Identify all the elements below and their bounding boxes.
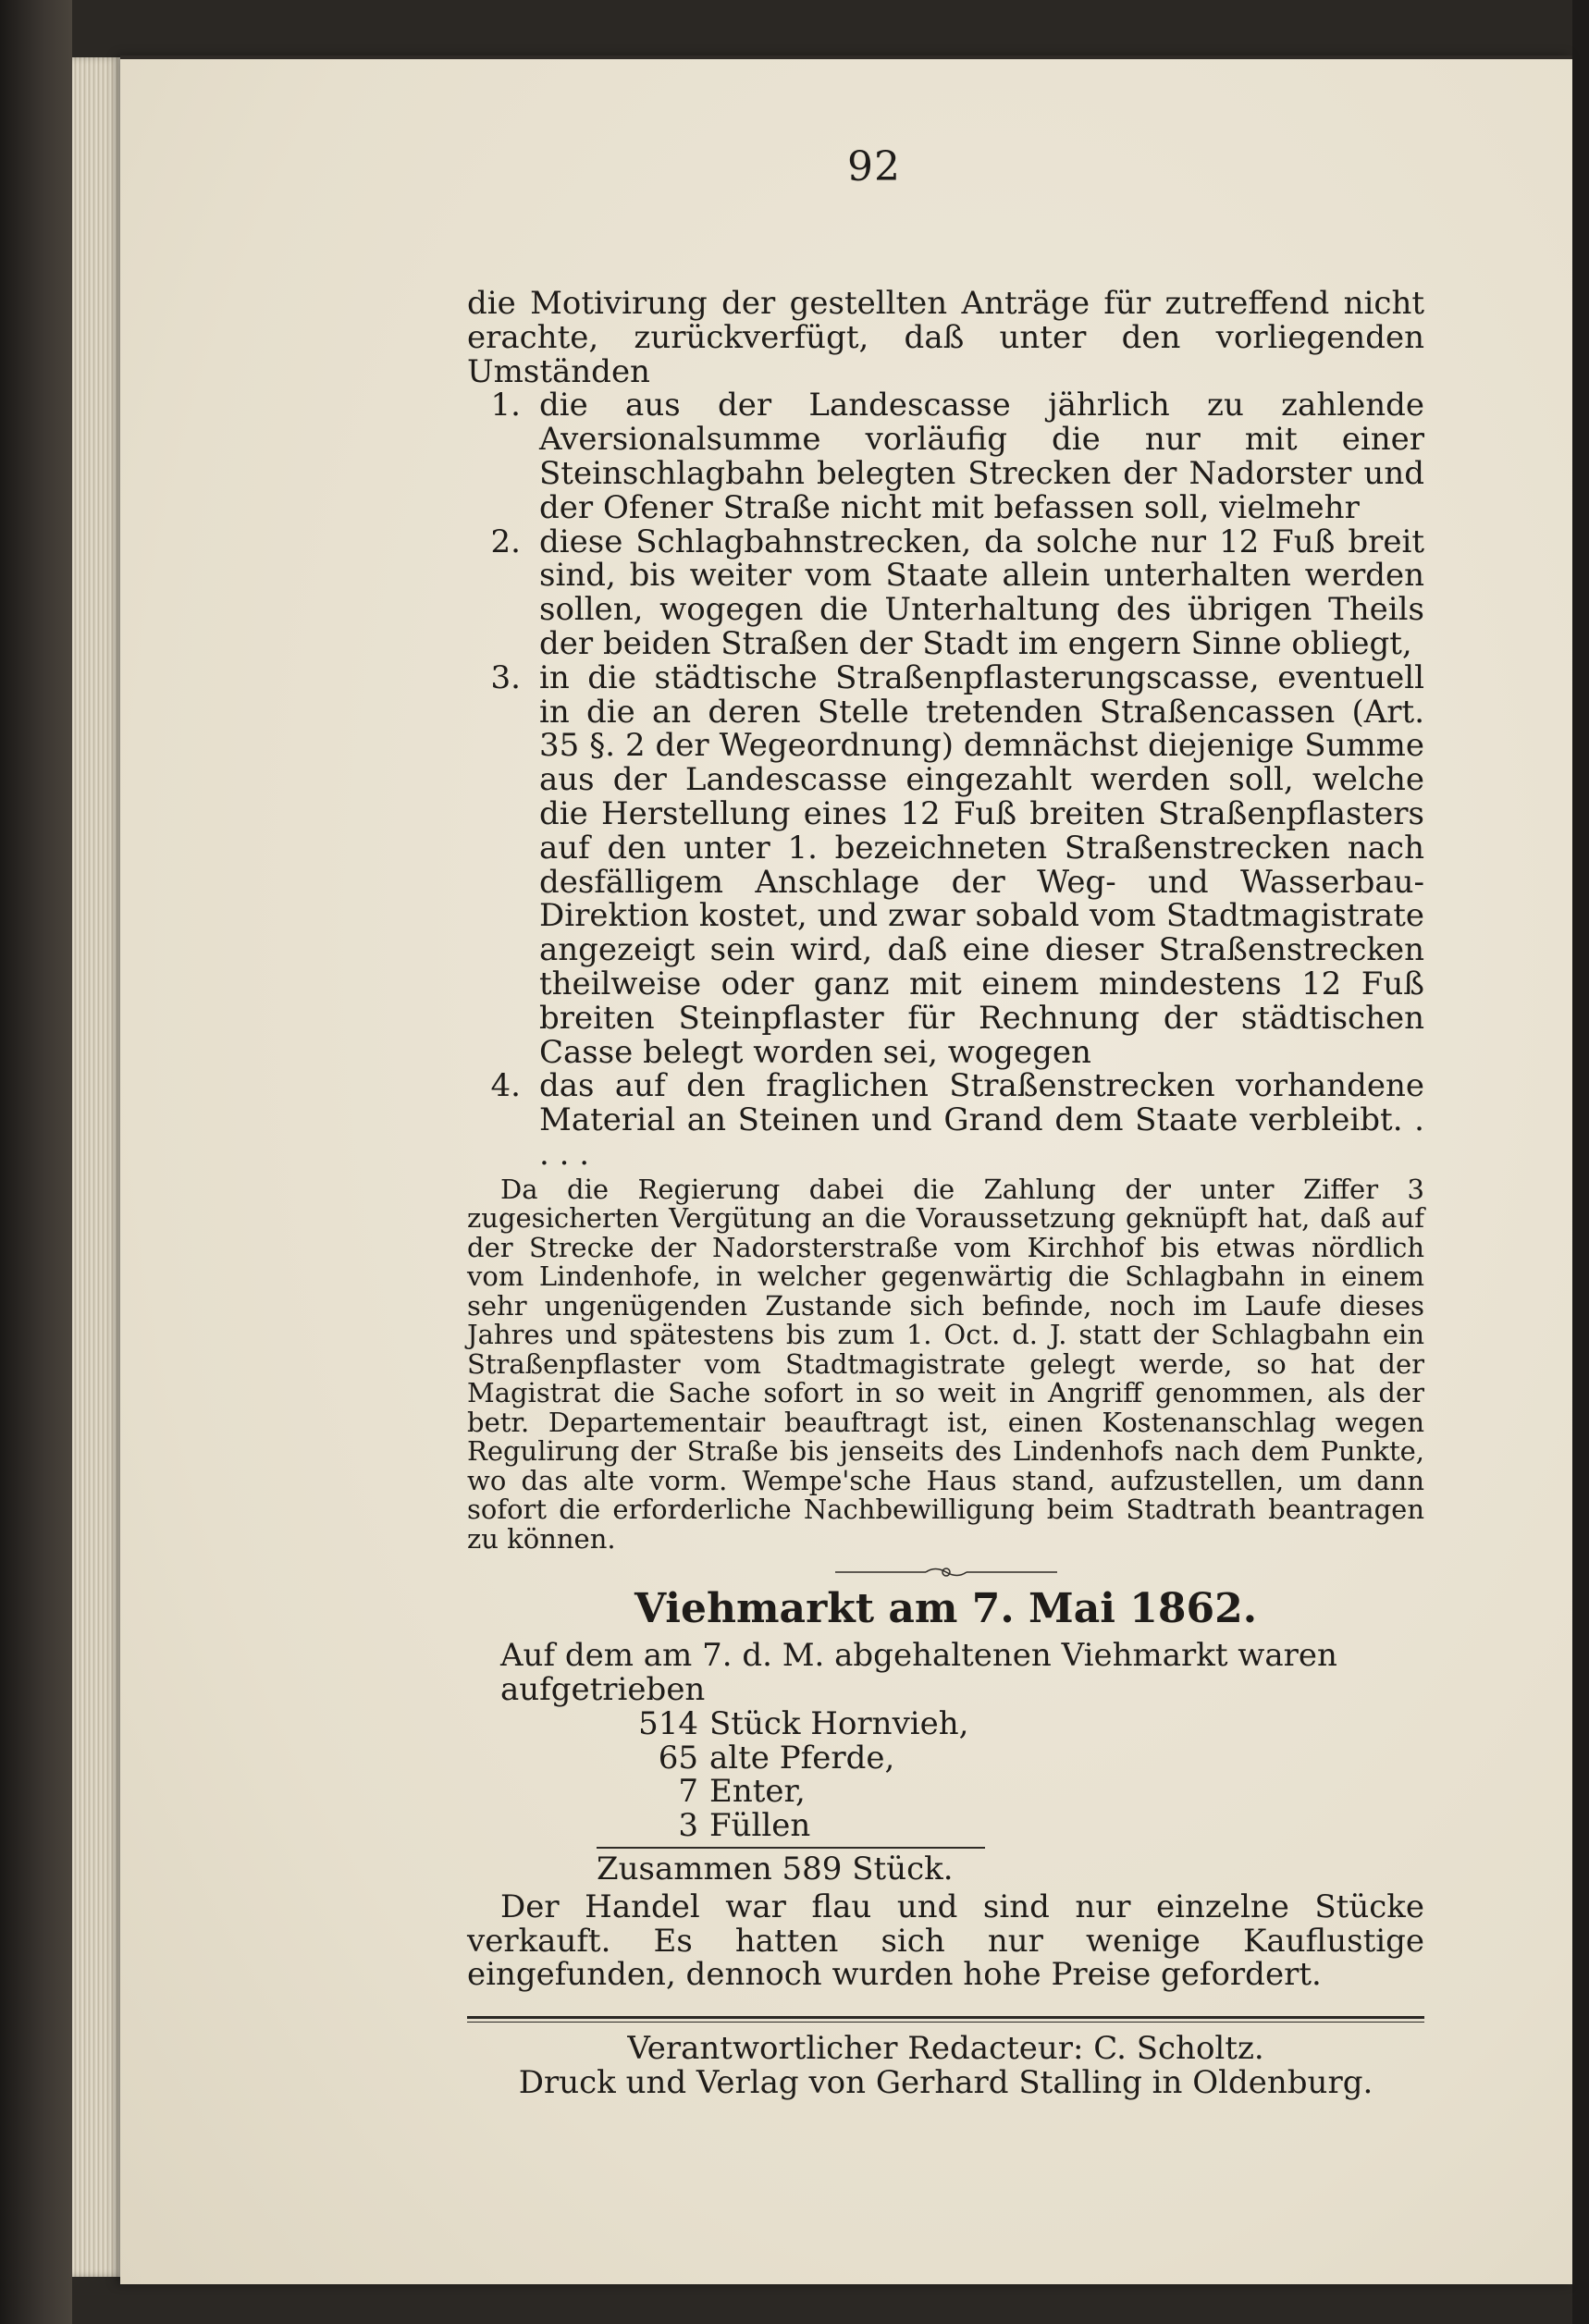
ornament-icon — [835, 1565, 1057, 1580]
scan-border — [1572, 0, 1589, 2324]
livestock-list — [467, 1704, 1424, 1845]
livestock-label: alte Pferde, — [709, 1739, 895, 1777]
closing-paragraph: Der Handel war flau und sind nur einzelne Stücke verkauft. Es hatten sich nur wenige Kauflustige eingefunden, dennoch wurden hohe Preise gefordert. — [467, 1887, 1424, 1994]
livestock-count: 7 — [678, 1773, 698, 1811]
regierung-paragraph: Da die Regierung dabei die Zahlung der unter Ziffer 3 zugesicherten Vergütung an die Voraussetzung geknüpft hat, daß auf der Strecke der Nadorsterstraße vom Kirchhof bis etwas nördlich vom Lindenhofe, in welcher gegenwärtig die Schlagbahn in einem sehr ungenügenden Zustande sich befinde, noch im Laufe dieses Jahres und spätestens bis zum 1. Oct. d. J. statt der Schlagbahn ein Straßenpflaster vom Stadtmagistrate gelegt werde, so hat der Magistrat die Sache sofort in so weit in Angriff genommen, als der betr. Departementair beauftragt ist, einen Kostenanschlag wegen Regulirung der Straße bis jenseits des Lindenhofs nach dem Punkte, wo das alte vorm. Wempe'sche Haus stand, aufzustellen, um dann sofort die erforderliche Nachbewilligung beim Stadtrath beantragen zu können. — [467, 1173, 1424, 1555]
footer-double-rule — [467, 2016, 1424, 2023]
livestock-row — [597, 1704, 1424, 1742]
printer-line: Druck und Verlag von Gerhard Stalling in Oldenburg. — [518, 2063, 1373, 2101]
list-item-number: 4. — [490, 1067, 521, 1105]
livestock-label: Füllen — [709, 1807, 811, 1845]
livestock-row — [597, 1775, 1424, 1809]
section-divider-ornament — [835, 1565, 1057, 1580]
livestock-row — [597, 1809, 1424, 1843]
livestock-count: 65 — [658, 1739, 698, 1777]
livestock-label: Enter, — [709, 1773, 806, 1811]
page-number: 92 — [847, 143, 901, 191]
sum-line: Zusammen 589 Stück. — [597, 1851, 954, 1887]
list-item — [467, 658, 1424, 1071]
livestock-label: Stück Hornvieh, — [709, 1704, 969, 1742]
list-item-text: die aus der Landescasse jährlich zu zahlende Aversionalsumme vorläufig die nur mit einer Steinschlagbahn belegten Strecken der Nadorster und der Ofener Straße nicht mit befassen soll, vielmehr — [539, 387, 1424, 526]
section-title: Viehmarkt am 7. Mai 1862. — [634, 1585, 1258, 1633]
sum-rule — [597, 1847, 985, 1849]
list-item — [467, 525, 1424, 661]
list-item-text: in die städtische Straßenpflasterungscasse, eventuell in die an deren Stelle tretenden Straßencassen (Art. 35 §. 2 der Wegeordnung) demnächst diejenige Summe aus der Landescasse eingezahlt werden soll, welche die Herstellung eines 12 Fuß breiten Straßenpflasters auf den unter 1. bezeichneten Straßenstrecken nach desfälligem Anschlage der Weg- und Wasserbau-Direktion kostet, und zwar sobald vom Stadtmagistrate angezeigt sein wird, daß eine dieser Straßenstrecken theilweise oder ganz mit einem mindestens 12 Fuß breiten Steinpflaster für Rechnung der städtischen Casse belegt worden sei, wogegen — [539, 658, 1424, 1071]
list-item-text: diese Schlagbahnstrecken, da solche nur 12 Fuß breit sind, bis weiter vom Staate allein unterhalten werden sollen, wogegen die Unterhaltung des übrigen Theils der beiden Straßen der Stadt im engern Sinne obliegt, — [539, 523, 1424, 662]
list-item — [467, 1069, 1424, 1171]
editor-line: Verantwortlicher Redacteur: C. Scholtz. — [627, 2030, 1264, 2068]
livestock-row — [597, 1741, 1424, 1776]
market-intro: Auf dem am 7. d. M. abgehaltenen Viehmarkt waren aufgetrieben — [500, 1637, 1337, 1709]
page-top-edge — [120, 55, 1572, 59]
list-item — [467, 388, 1424, 524]
page-body — [467, 287, 1424, 2100]
list-item-number: 2. — [490, 523, 521, 560]
livestock-count: 514 — [638, 1704, 698, 1742]
livestock-count: 3 — [678, 1807, 698, 1845]
list-item-number: 3. — [490, 658, 521, 696]
book-spine — [0, 0, 72, 2324]
list-item-number: 1. — [490, 387, 521, 424]
intro-paragraph: die Motivirung der gestellten Anträge für zutreffend nicht erachte, zurückverfügt, daß unter den vorliegenden Umständen — [467, 285, 1424, 390]
numbered-list — [467, 388, 1424, 1171]
page-edges — [72, 57, 126, 2277]
list-item-text: das auf den fraglichen Straßenstrecken vorhandene Material an Steinen und Grand dem Staate verbleibt. . . . . — [539, 1067, 1424, 1173]
